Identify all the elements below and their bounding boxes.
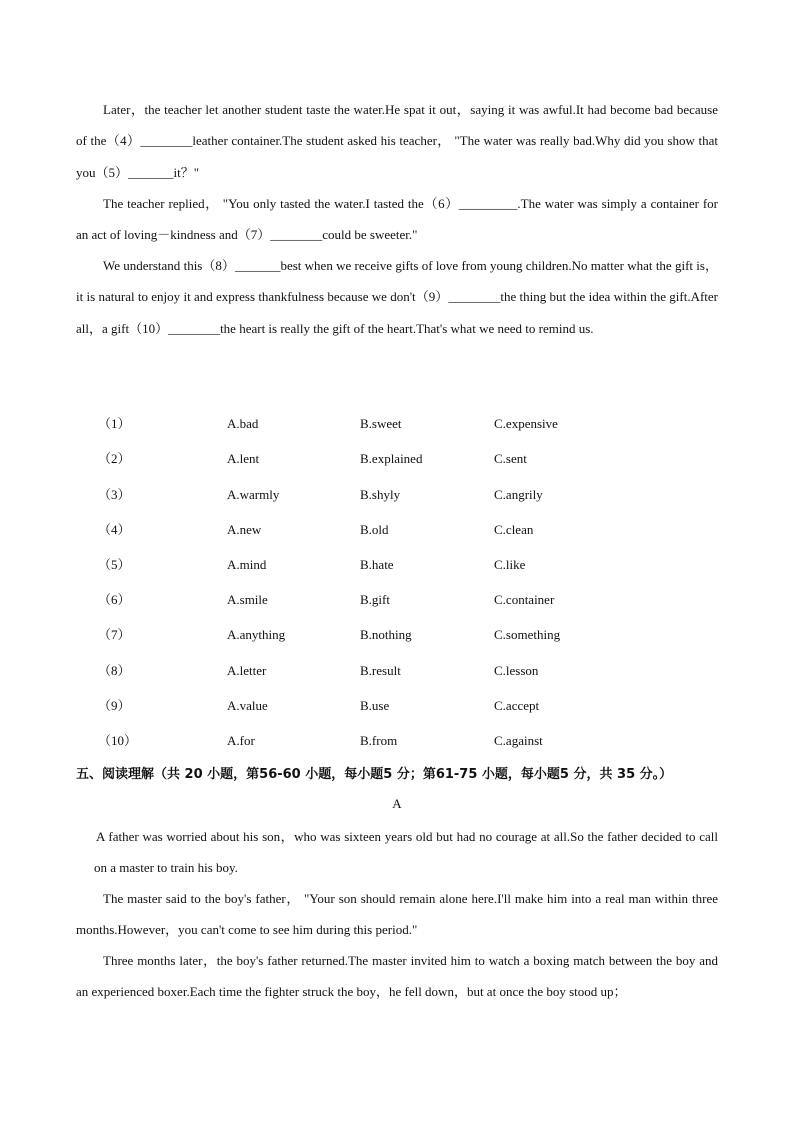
option-row [0, 696, 794, 716]
option-a: A.smile [227, 592, 268, 607]
option-a: A.mind [227, 557, 267, 572]
option-c: C.accept [494, 698, 540, 713]
question-number: （9） [98, 698, 131, 713]
option-a: A.warmly [227, 487, 280, 502]
question-number: （3） [98, 487, 131, 502]
option-row [0, 661, 794, 681]
question-number: （2） [98, 451, 131, 466]
option-row [0, 414, 794, 434]
option-b: B.from [360, 733, 398, 748]
question-number: （5） [98, 557, 131, 572]
option-row [0, 449, 794, 469]
option-row [0, 590, 794, 610]
paragraph-father-worried: A father was worried about his son，who was sixteen years old but had no courage at all.So the father decided to call on a master to train his boy. [94, 829, 718, 876]
section-title: 五、阅读理解（共 20 小题，第56-60 小题，每小题5 分；第61-75 小题，每小题5 分，共 35 分。） [76, 767, 673, 782]
option-b: B.shyly [360, 487, 401, 502]
paragraph-later: Later，the teacher let another student taste the water.He spat it out，saying it was awful.It had become bad because of the（4）________leather container.The student asked his teacher， "The water was really bad.Why did you show that you（5）_______it？" [76, 102, 718, 180]
option-b: B.gift [360, 592, 390, 607]
question-number: （4） [98, 522, 131, 537]
option-b: B.explained [360, 451, 423, 466]
option-a: A.for [227, 733, 255, 748]
option-c: C.something [494, 627, 561, 642]
option-c: C.like [494, 557, 526, 572]
option-row [0, 625, 794, 645]
question-number: （1） [98, 416, 131, 431]
question-number: （7） [98, 627, 131, 642]
option-c: C.expensive [494, 416, 558, 431]
option-c: C.against [494, 733, 543, 748]
option-b: B.nothing [360, 627, 412, 642]
passage-label: A [392, 796, 402, 811]
option-a: A.bad [227, 416, 259, 431]
option-c: C.lesson [494, 663, 539, 678]
option-a: A.value [227, 698, 268, 713]
paragraph-master-said: The master said to the boy's father， "Your son should remain alone here.I'll make him into a real man within three months.However，you can't come to see him during this period." [76, 891, 718, 938]
option-b: B.use [360, 698, 390, 713]
option-row [0, 731, 794, 751]
option-c: C.angrily [494, 487, 543, 502]
option-b: B.sweet [360, 416, 402, 431]
option-b: B.old [360, 522, 389, 537]
option-row [0, 555, 794, 575]
question-number: （10） [98, 733, 138, 748]
option-a: A.new [227, 522, 262, 537]
paragraph-teacher-replied: The teacher replied， "You only tasted the water.I tasted the（6）_________.The water was simply a container for an act of loving－kindness and（7）________could be sweeter." [76, 196, 718, 243]
option-a: A.letter [227, 663, 267, 678]
question-number: （6） [98, 592, 131, 607]
option-c: C.clean [494, 522, 534, 537]
option-row [0, 485, 794, 505]
paragraph-three-months-later: Three months later，the boy's father returned.The master invited him to watch a boxing match between the boy and an experienced boxer.Each time the fighter struck the boy，he fell down，but at once the boy stood up； [76, 953, 718, 1000]
option-b: B.result [360, 663, 401, 678]
paragraph-we-understand: We understand this（8）_______best when we receive gifts of love from young children.No matter what the gift is，it is natural to enjoy it and express thankfulness because we don't（9）________the thing but the idea within the gift.After all，a gift（10）________the heart is really the gift of the heart.That's what we need to remind us. [76, 258, 718, 336]
option-c: C.sent [494, 451, 527, 466]
option-c: C.container [494, 592, 555, 607]
option-row [0, 520, 794, 540]
option-a: A.anything [227, 627, 286, 642]
question-number: （8） [98, 663, 131, 678]
option-a: A.lent [227, 451, 260, 466]
option-b: B.hate [360, 557, 394, 572]
